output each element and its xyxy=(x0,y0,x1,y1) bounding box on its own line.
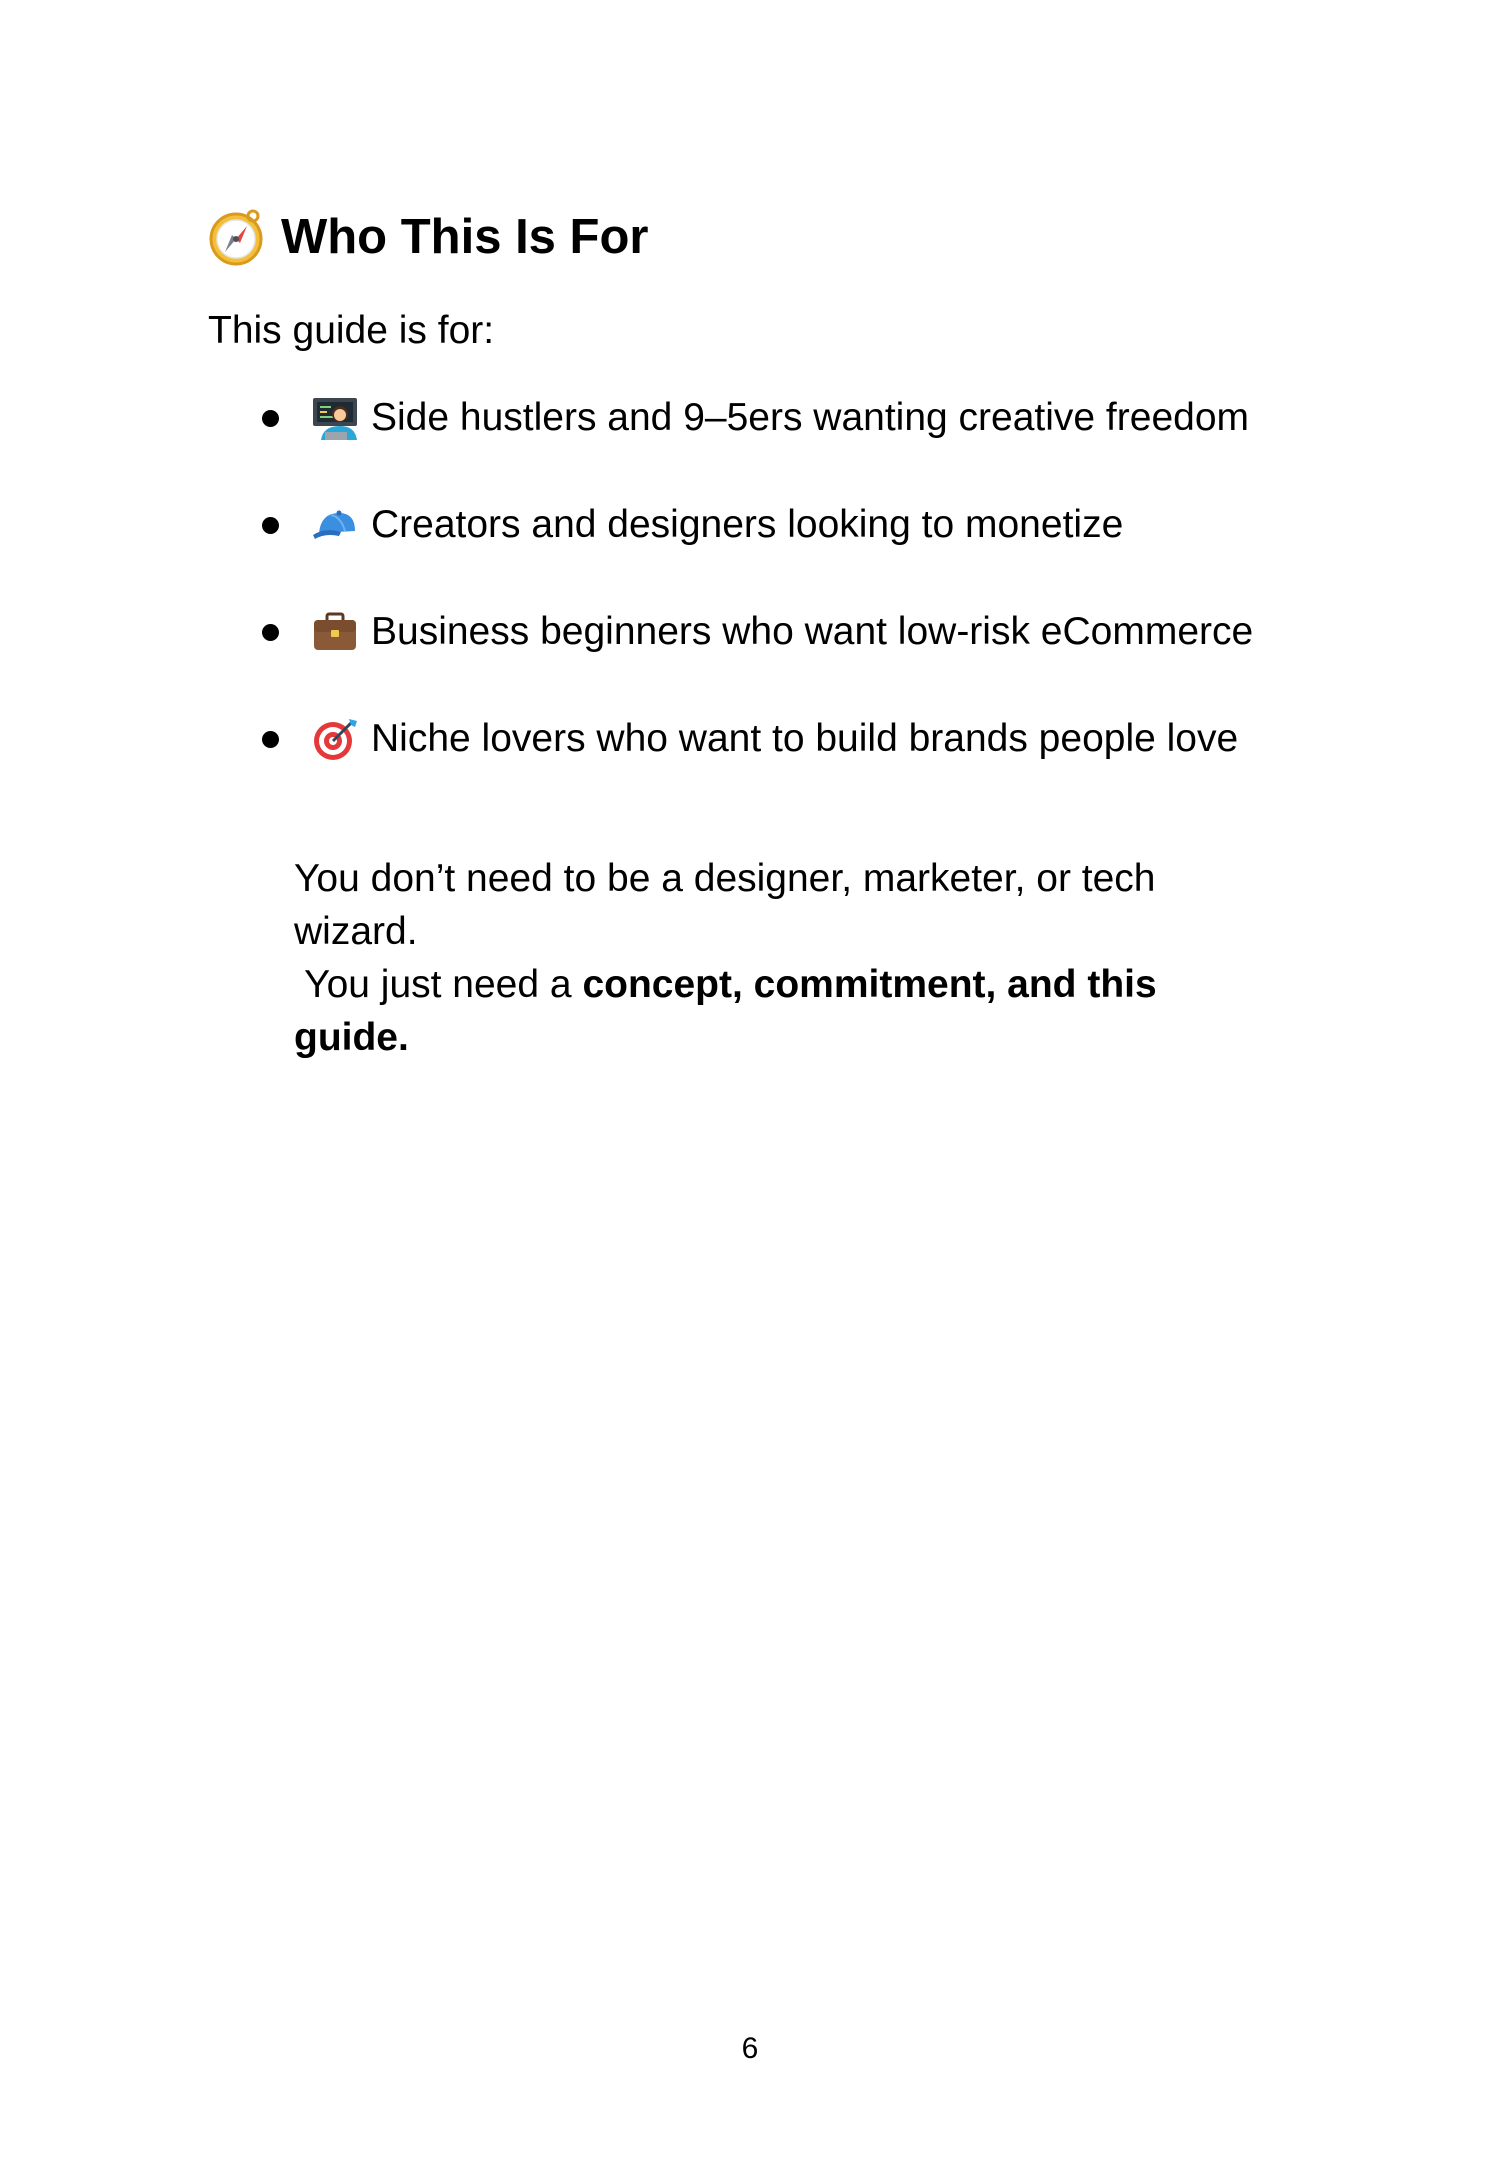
list-item-text: Side hustlers and 9–5ers wanting creative freedom xyxy=(371,396,1249,439)
cap-icon xyxy=(311,501,359,549)
bullet-dot xyxy=(262,410,279,427)
list-item xyxy=(262,392,1249,444)
closing-emphasis: concept, commitment, and this guide. xyxy=(294,963,1157,1059)
list-item xyxy=(262,713,1238,765)
bullet-dot xyxy=(262,731,279,748)
page-title: Who This Is For xyxy=(281,210,649,264)
closing-line-2-prefix: You just need a xyxy=(294,963,583,1006)
bullet-dot xyxy=(262,624,279,641)
intro-text: This guide is for: xyxy=(208,309,495,352)
direct-hit-target-icon xyxy=(311,715,359,763)
list-item-text: Business beginners who want low-risk eCommerce xyxy=(371,610,1254,653)
page-number: 6 xyxy=(741,2032,759,2065)
bullet-dot xyxy=(262,517,279,534)
list-item-text: Niche lovers who want to build brands people love xyxy=(371,717,1239,760)
closing-line-1: You don’t need to be a designer, marketer, or tech wizard. xyxy=(294,857,1156,953)
briefcase-icon xyxy=(311,608,359,656)
list-item xyxy=(262,499,1123,551)
list-item xyxy=(262,606,1253,658)
woman-technologist-icon xyxy=(311,394,359,442)
section-heading xyxy=(207,206,648,268)
compass-icon xyxy=(207,208,265,266)
list-item-text: Creators and designers looking to monetize xyxy=(371,503,1124,546)
closing-paragraph xyxy=(294,852,1234,1064)
closing-line-2 xyxy=(294,958,1234,1064)
